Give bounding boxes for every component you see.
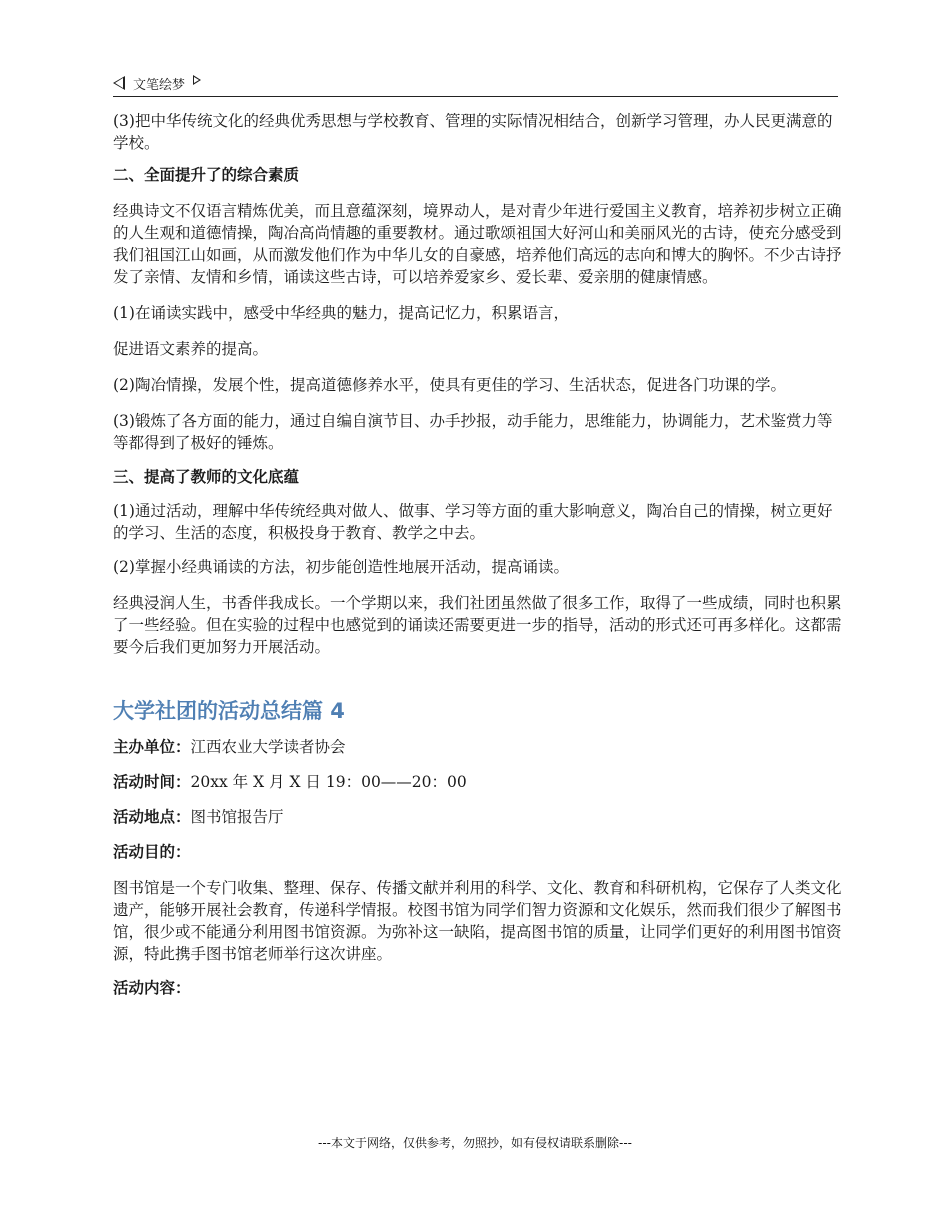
time-line [113,771,843,793]
article-title: 大学社团的活动总结篇 4 [113,699,345,723]
time-label: 活动时间： [113,773,191,791]
host-line [113,736,843,758]
place-label: 活动地点： [113,808,191,826]
time-value: 20xx 年 X 月 X 日 19：00——20：00 [190,773,467,791]
purpose-text: 图书馆是一个专门收集、整理、保存、传播文献并利用的科学、文化、教育和科研机构，它保存了人类文化遗产，能够开展社会教育，传递科学情报。校图书馆为同学们智力资源和文化娱乐，然而我们很少了解图书馆，很少或不能通分利用图书馆资源。为弥补这一缺陷，提高图书馆的质量，让同学们更好的利用图书馆资源，特此携手图书馆老师举行这次讲座。 [113,879,842,963]
paragraph: (2)陶冶情操，发展个性，提高道德修养水平，使具有更佳的学习、生活状态，促进各门功课的学。 [113,376,786,394]
paragraph: (2)掌握小经典诵读的方法，初步能创造性地展开活动，提高诵读。 [113,558,569,576]
paragraph: (1)通过活动，理解中华传统经典对做人、做事、学习等方面的重大影响意义，陶冶自己的情操，树立更好的学习、生活的态度，积极投身于教育、教学之中去。 [113,502,833,542]
paragraph: (1)在诵读实践中，感受中华经典的魅力，提高记忆力，积累语言， [113,304,569,322]
paragraph: 经典诗文不仅语言精炼优美，而且意蕴深刻，境界动人，是对青少年进行爱国主义教育，培养初步树立正确的人生观和道德情操，陶冶高尚情趣的重要教材。通过歌颂祖国大好河山和美丽风光的古诗，使充分感受到我们祖国江山如画，从而激发他们作为中华儿女的自豪感，培养他们高远的志向和博大的胸怀。不少古诗抒发了亲情、友情和乡情，诵读这些古诗，可以培养爱家乡、爱长辈、爱亲朋的健康情感。 [113,202,842,286]
place-line [113,806,843,828]
paragraph: 经典浸润人生，书香伴我成长。一个学期以来，我们社团虽然做了很多工作，取得了一些成绩，同时也积累了一些经验。但在实验的过程中也感觉到的诵读还需要更进一步的指导，活动的形式还可再多样化。这都需要今后我们更加努力开展活动。 [113,594,842,656]
paragraph: (3)锻炼了各方面的能力，通过自编自演节目、办手抄报，动手能力，思维能力，协调能力，艺术鉴赏力等等都得到了极好的锤炼。 [113,412,833,452]
triangle-left-icon [113,76,125,90]
host-label: 主办单位： [113,738,191,756]
host-value: 江西农业大学读者协会 [190,738,346,756]
page-footer: ---本文于网络，仅供参考，勿照抄，如有侵权请联系删除--- [318,1136,632,1150]
purpose-label: 活动目的： [113,843,191,861]
section-heading: 二、全面提升了的综合素质 [113,166,300,184]
triangle-right-icon [193,75,201,85]
page-header [113,70,838,97]
paragraph: 促进语文素养的提高。 [113,340,269,358]
content-label: 活动内容： [113,979,191,997]
paragraph: (3)把中华传统文化的经典优秀思想与学校教育、管理的实际情况相结合，创新学习管理，办人民更满意的学校。 [113,112,833,152]
document-body [113,110,843,999]
section-heading: 三、提高了教师的文化底蕴 [113,468,300,486]
place-value: 图书馆报告厅 [190,808,284,826]
header-title: 文笔绘梦 [133,77,186,93]
